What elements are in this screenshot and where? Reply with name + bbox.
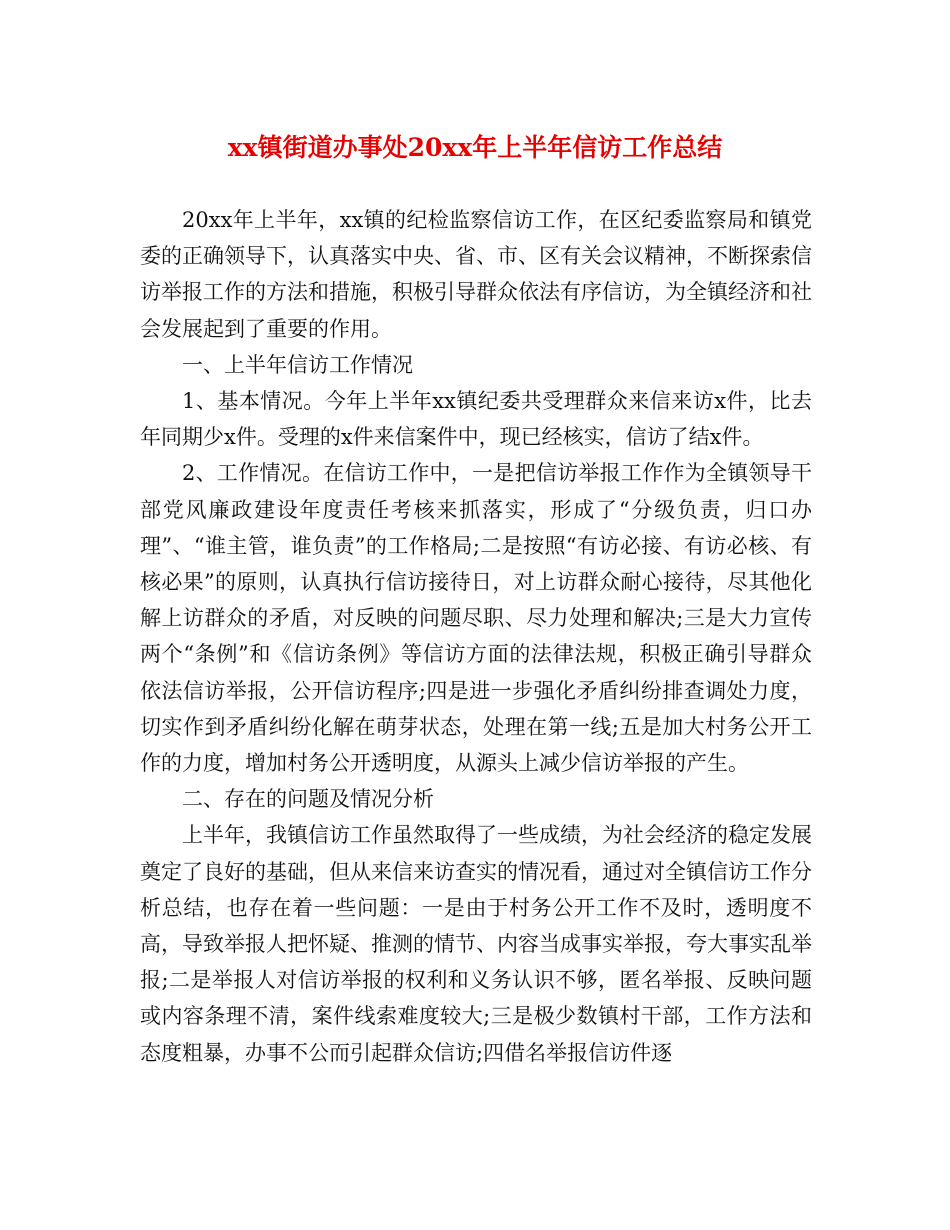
paragraph-intro: 20xx年上半年，xx镇的纪检监察信访工作，在区纪委监察局和镇党委的正确领导下，认真落实中央、省、市、区有关会议精神，不断探索信访举报工作的方法和措施，积极引导群众依法有序信访，为全镇经济和社会发展起到了重要的作用。: [140, 208, 812, 341]
section-heading-2: 二、存在的问题及情况分析: [182, 787, 434, 812]
document-body: [140, 202, 812, 1071]
document-title: xx镇街道办事处20xx年上半年信访工作总结: [227, 133, 723, 162]
paragraph-work-situation: 2、工作情况。在信访工作中，一是把信访举报工作作为全镇领导干部党风廉政建设年度责任考核来抓落实，形成了“分级负责，归口办理”、“谁主管，谁负责”的工作格局;二是按照“有访必接、有访必核、有核必果”的原则，认真执行信访接待日，对上访群众耐心接待，尽其他化解上访群众的矛盾，对反映的问题尽职、尽力处理和解决;三是大力宣传两个“条例”和《信访条例》等信访方面的法律法规，积极正确引导群众依法信访举报，公开信访程序;四是进一步强化矛盾纠纷排查调处力度，切实作到矛盾纠纷化解在萌芽状态，处理在第一线;五是加大村务公开工作的力度，增加村务公开透明度，从源头上减少信访举报的产生。: [140, 461, 812, 776]
section-heading-1: 一、上半年信访工作情况: [182, 352, 413, 377]
paragraph-basic-situation: 1、基本情况。今年上半年xx镇纪委共受理群众来信来访x件，比去年同期少x件。受理的x件来信案件中，现已经核实，信访了结x件。: [140, 389, 812, 450]
paragraph-problems-analysis: 上半年，我镇信访工作虽然取得了一些成绩，为社会经济的稳定发展奠定了良好的基础，但从来信来访查实的情况看，通过对全镇信访工作分析总结，也存在着一些问题：一是由于村务公开工作不及时，透明度不高，导致举报人把怀疑、推测的情节、内容当成事实举报，夸大事实乱举报;二是举报人对信访举报的权利和义务认识不够，匿名举报、反映问题或内容条理不清，案件线索难度较大;三是极少数镇村干部，工作方法和态度粗暴，办事不公而引起群众信访;四借名举报信访件逐: [140, 823, 812, 1065]
